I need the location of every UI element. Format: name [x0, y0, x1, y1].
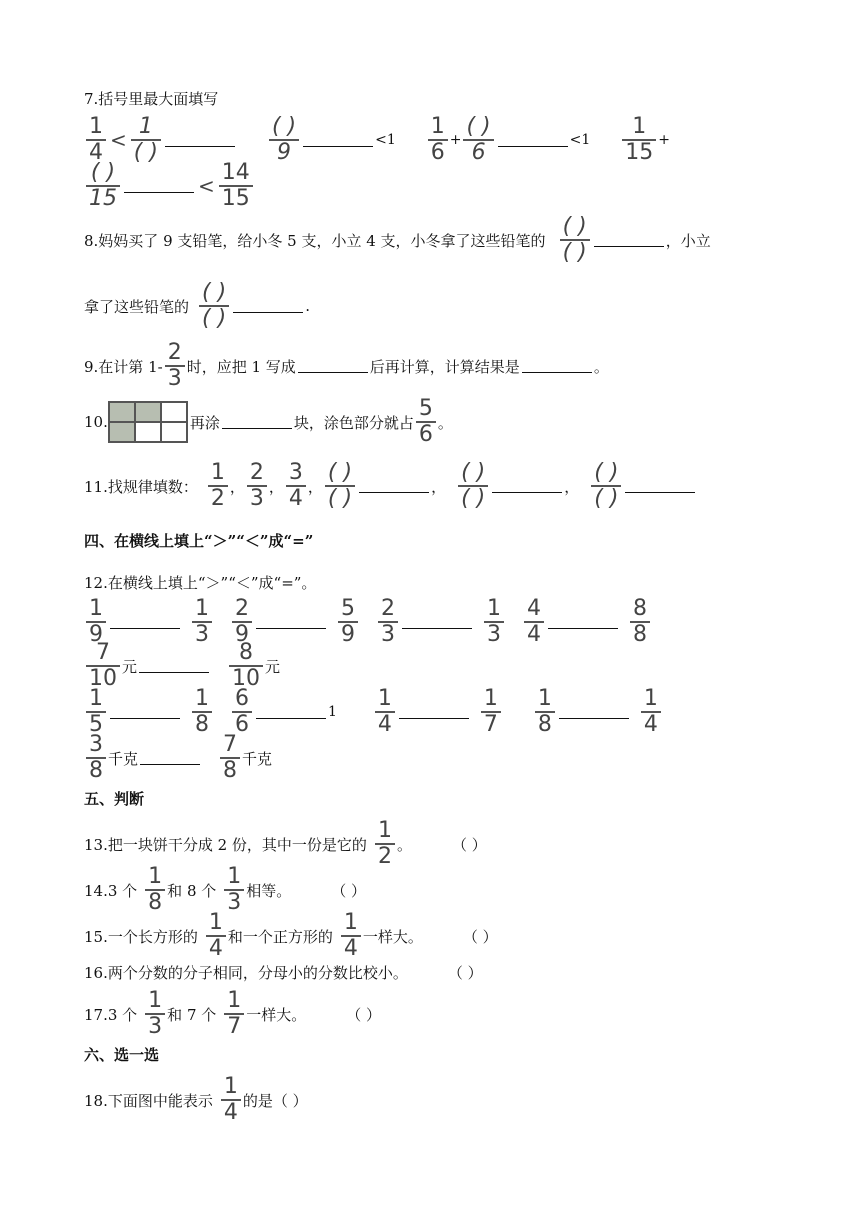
fraction: $\frac{3}{4}$ [286, 462, 306, 510]
q8-row2 [84, 282, 310, 330]
number-one: 1 [328, 704, 337, 720]
fraction: $\frac{5}{6}$ [416, 398, 436, 446]
q12-row3 [84, 688, 663, 736]
q18-row [84, 1076, 308, 1124]
answer-blank[interactable] [110, 612, 180, 629]
q9-mid2: 后再计算，计算结果是 [369, 357, 520, 376]
answer-blank[interactable] [548, 612, 618, 629]
fraction: $\frac{1}{7}$ [224, 990, 244, 1038]
answer-parentheses[interactable]: （ ） [451, 835, 487, 854]
q9-row [84, 342, 609, 390]
answer-blank[interactable] [625, 476, 695, 493]
fraction: $\frac{2}{3}$ [165, 342, 185, 390]
section5-row [84, 788, 144, 809]
comma: ， [431, 477, 447, 496]
section-heading: 四、在横线上填上“＞”“＜”成“=” [84, 532, 314, 550]
fraction: $\frac{1}{8}$ [192, 688, 212, 736]
grid-cell-shaded [109, 422, 135, 442]
less-than-sign: < [198, 174, 215, 198]
q13-row [84, 820, 487, 868]
answer-parentheses[interactable]: （ ） [331, 881, 367, 900]
fraction: $\frac{1}{3}$ [145, 990, 165, 1038]
fraction: $\frac{( )}{( )}$ [591, 462, 621, 510]
plus-sign: + [449, 132, 462, 148]
answer-blank[interactable] [256, 612, 326, 629]
q10-row [84, 398, 453, 446]
fraction: $\frac{1}{2}$ [208, 462, 228, 510]
fraction: $\frac{1}{4}$ [641, 688, 661, 736]
answer-blank[interactable] [139, 656, 209, 673]
q11-row [84, 462, 697, 510]
fraction: $\frac{1}{4}$ [341, 912, 361, 960]
fraction: $\frac{( )}{15}$ [86, 162, 120, 210]
q10-mid2: 块，涂色部分就占 [293, 413, 414, 432]
q12-row1 [84, 598, 652, 646]
fraction: $\frac{1}{6}$ [428, 116, 448, 164]
q9-end: 。 [593, 357, 609, 376]
q8-text: 8.妈妈买了 9 支铅笔，给小冬 5 支，小立 4 支，小冬拿了这些铅笔的 [84, 231, 546, 250]
q12-row4 [84, 734, 272, 782]
q17-mid: 和 7 个 [167, 1005, 217, 1024]
answer-blank[interactable] [233, 296, 303, 313]
grid-cell-empty [135, 422, 161, 442]
answer-blank[interactable] [402, 612, 472, 629]
q9-pre: 9.在计第 1- [84, 357, 163, 376]
fraction: $\frac{7}{10}$ [86, 642, 120, 690]
fraction: $\frac{( )}{6}$ [463, 116, 493, 164]
answer-blank[interactable] [110, 702, 180, 719]
q14-text: 14.3 个 [84, 881, 138, 900]
answer-blank[interactable] [594, 230, 664, 247]
q7-row2 [84, 162, 255, 210]
fraction: $\frac{1}{3}$ [224, 866, 244, 914]
fraction: $\frac{5}{9}$ [338, 598, 358, 646]
grid-cell-empty [161, 402, 187, 422]
q12-label: 12.在横线上填上“＞”“＜”成“=”。 [84, 574, 317, 592]
answer-blank[interactable] [492, 476, 562, 493]
grid-cell-empty [161, 422, 187, 442]
answer-blank[interactable] [298, 356, 368, 373]
q14-row [84, 866, 366, 914]
answer-parentheses[interactable]: （ ） [462, 927, 498, 946]
fraction: $\frac{4}{4}$ [524, 598, 544, 646]
q8-text-tail: ，小立 [665, 231, 711, 250]
q9-mid: 时，应把 1 写成 [186, 357, 296, 376]
q10-mid: 再涂 [189, 413, 220, 432]
answer-blank[interactable] [140, 748, 200, 765]
fraction: $\frac{1}{7}$ [481, 688, 501, 736]
fraction: $\frac{( )}{( )}$ [560, 216, 590, 264]
q14-end: 相等。 [246, 881, 292, 900]
q7-label: 7.括号里最大面填写 [84, 90, 219, 108]
fraction: $\frac{8}{10}$ [229, 642, 263, 690]
fraction: $\frac{14}{15}$ [219, 162, 253, 210]
grid-cell-shaded [109, 402, 135, 422]
q11-label: 11.找规律填数： [84, 477, 198, 496]
answer-blank[interactable] [256, 702, 326, 719]
q18-text: 18.下面图中能表示 [84, 1091, 213, 1110]
q12-label-row [84, 572, 316, 593]
q15-row [84, 912, 498, 960]
answer-blank[interactable] [222, 412, 292, 429]
answer-blank[interactable] [399, 702, 469, 719]
fraction: $\frac{1}{4}$ [86, 116, 106, 164]
comma: ， [268, 477, 284, 496]
less-than-one: <1 [569, 132, 591, 148]
answer-blank[interactable] [559, 702, 629, 719]
answer-parentheses[interactable]: （ ） [447, 964, 483, 982]
less-than-sign: < [110, 128, 127, 152]
answer-blank[interactable] [359, 476, 429, 493]
answer-blank[interactable] [498, 130, 568, 147]
q7-row1 [84, 116, 670, 164]
q8-text-line2: 拿了这些铅笔的 [84, 297, 190, 316]
fraction: $\frac{1}{( )}$ [131, 116, 161, 164]
plus-sign: + [658, 132, 671, 148]
q17-end: 一样大。 [246, 1005, 307, 1024]
section4-row [84, 530, 313, 551]
answer-blank[interactable] [124, 176, 194, 193]
answer-blank[interactable] [522, 356, 592, 373]
q14-mid: 和 8 个 [167, 881, 217, 900]
fraction: $\frac{1}{3}$ [192, 598, 212, 646]
unit-yuan: 元 [122, 657, 138, 676]
fraction: $\frac{( )}{( )}$ [199, 282, 229, 330]
answer-blank[interactable] [165, 130, 235, 147]
fraction: $\frac{1}{5}$ [86, 688, 106, 736]
q13-end: 。 [396, 835, 412, 854]
q17-row [84, 990, 381, 1038]
fraction: $\frac{( )}{( )}$ [325, 462, 355, 510]
fraction: $\frac{6}{6}$ [232, 688, 252, 736]
unit-kilogram: 千克 [108, 749, 139, 768]
fraction: $\frac{1}{4}$ [375, 688, 395, 736]
q15-end: 一样大。 [362, 927, 423, 946]
unit-kilogram: 千克 [242, 749, 273, 768]
fraction: $\frac{2}{9}$ [232, 598, 252, 646]
fraction: $\frac{( )}{( )}$ [458, 462, 488, 510]
section-heading: 五、判断 [84, 790, 145, 808]
fraction: $\frac{2}{3}$ [378, 598, 398, 646]
section-heading: 六、选一选 [84, 1046, 160, 1064]
fraction: $\frac{1}{3}$ [484, 598, 504, 646]
section6-row [84, 1044, 159, 1065]
fraction: $\frac{7}{8}$ [220, 734, 240, 782]
grid-cell-shaded [135, 402, 161, 422]
q12-row2 [84, 642, 280, 690]
fraction: $\frac{3}{8}$ [86, 734, 106, 782]
q17-text: 17.3 个 [84, 1005, 138, 1024]
fraction: $\frac{1}{8}$ [535, 688, 555, 736]
q8-period: . [305, 297, 310, 315]
unit-yuan: 元 [265, 657, 281, 676]
q13-text: 13.把一块饼干分成 2 份，其中一份是它的 [84, 835, 367, 854]
q15-mid: 和一个正方形的 [227, 927, 333, 946]
q7-label-row [84, 88, 218, 109]
answer-parentheses[interactable]: （ ） [346, 1005, 382, 1024]
fraction: $\frac{1}{2}$ [375, 820, 395, 868]
q16-text: 16.两个分数的分子相同，分母小的分数比校小。 [84, 964, 408, 982]
shaded-grid-figure [108, 401, 188, 443]
q15-text: 15.一个长方形的 [84, 927, 198, 946]
fraction: $\frac{( )}{9}$ [269, 116, 299, 164]
q10-label: 10. [84, 413, 108, 431]
q10-end: 。 [437, 413, 453, 432]
q16-row [84, 962, 483, 983]
fraction: $\frac{1}{4}$ [221, 1076, 241, 1124]
q18-end[interactable]: 的是（ ） [242, 1091, 308, 1110]
fraction: $\frac{2}{3}$ [247, 462, 267, 510]
fraction: $\frac{1}{8}$ [145, 866, 165, 914]
comma: ， [229, 477, 245, 496]
fraction: $\frac{1}{15}$ [622, 116, 656, 164]
fraction: $\frac{8}{8}$ [630, 598, 650, 646]
comma: ， [564, 477, 580, 496]
fraction: $\frac{1}{4}$ [206, 912, 226, 960]
q8-row1 [84, 216, 711, 264]
less-than-one: <1 [375, 132, 396, 148]
fraction: $\frac{1}{9}$ [86, 598, 106, 646]
comma: ， [307, 477, 323, 496]
answer-blank[interactable] [303, 130, 373, 147]
